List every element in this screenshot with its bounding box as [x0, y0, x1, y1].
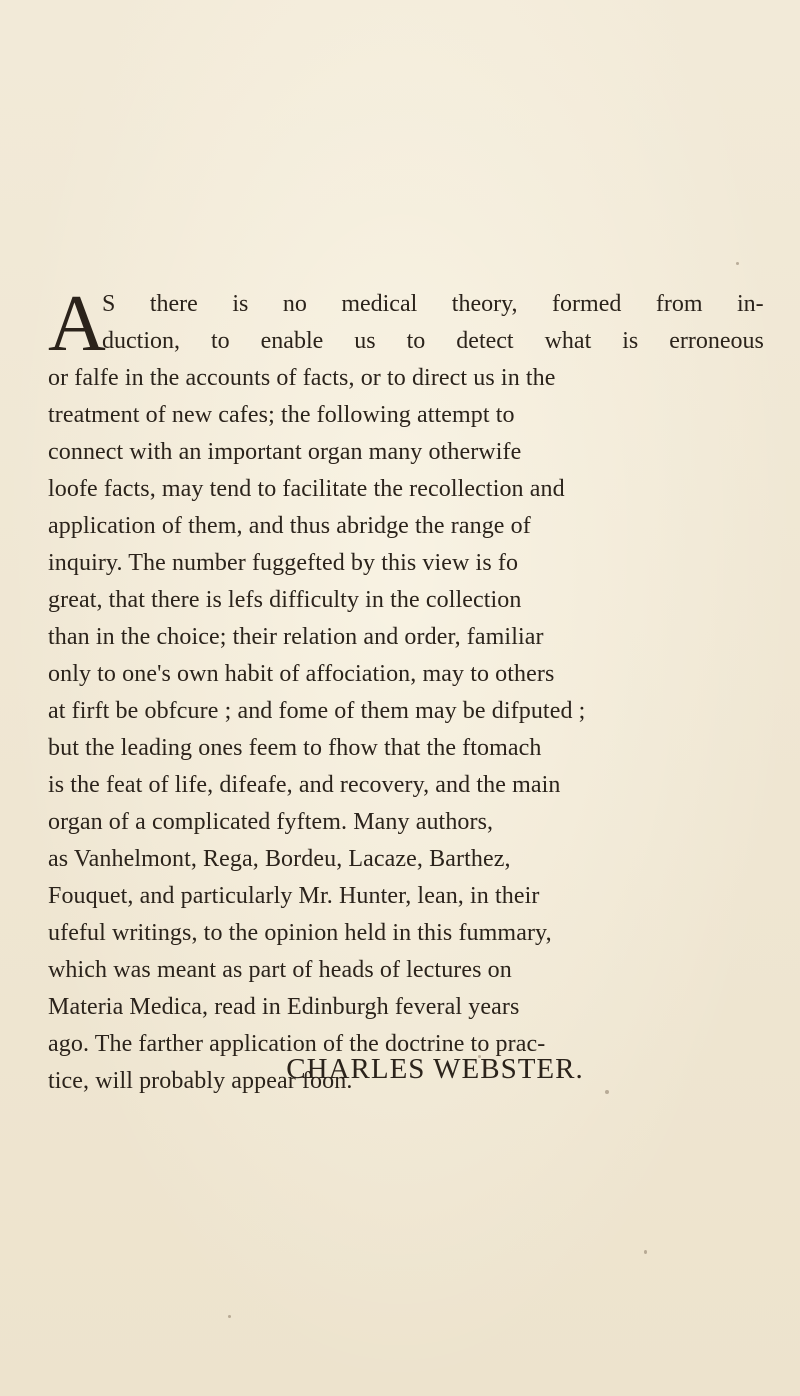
preface-text: [48, 280, 764, 1100]
text-line: S there is no medical theory, formed from in-: [102, 291, 764, 317]
text-line: tice, will probably appear foon.: [48, 1068, 353, 1094]
text-line: which was meant as part of heads of lectures on: [48, 957, 512, 983]
text-line: as Vanhelmont, Rega, Bordeu, Lacaze, Barthez,: [48, 846, 511, 872]
paper-speck: [644, 1250, 647, 1254]
text-line: application of them, and thus abridge the range of: [48, 513, 531, 539]
text-line: inquiry. The number fuggefted by this view is fo: [48, 550, 519, 576]
text-line: only to one's own habit of affociation, may to others: [48, 661, 555, 687]
text-line: duction, to enable us to detect what is erroneous: [102, 328, 764, 354]
opening-lines: [48, 280, 764, 368]
text-line: connect with an important organ many otherwife: [48, 439, 522, 465]
text-line: ufeful writings, to the opinion held in this fummary,: [48, 920, 552, 946]
paper-speck: [736, 262, 739, 265]
text-line: is the feat of life, difeafe, and recovery, and the main: [48, 772, 561, 798]
text-line: organ of a complicated fyftem. Many authors,: [48, 809, 494, 835]
author-signature: CHARLES WEBSTER.: [286, 1053, 584, 1085]
text-line: great, that there is lefs difficulty in the collection: [48, 587, 522, 613]
paper-speck: [228, 1315, 231, 1318]
text-line: Fouquet, and particularly Mr. Hunter, lean, in their: [48, 883, 540, 909]
text-line: loofe facts, may tend to facilitate the recollection and: [48, 476, 565, 502]
text-line: than in the choice; their relation and order, familiar: [48, 624, 544, 650]
text-line: or falfe in the accounts of facts, or to direct us in the: [48, 365, 556, 391]
text-line: Materia Medica, read in Edinburgh feveral years: [48, 994, 520, 1020]
text-line: treatment of new cafes; the following attempt to: [48, 402, 515, 428]
text-line: but the leading ones feem to fhow that the ftomach: [48, 735, 542, 761]
text-line: ago. The farther application of the doctrine to prac-: [48, 1031, 546, 1057]
text-line: at firft be obfcure ; and fome of them may be difputed ;: [48, 698, 586, 724]
drop-cap: A: [48, 280, 106, 368]
